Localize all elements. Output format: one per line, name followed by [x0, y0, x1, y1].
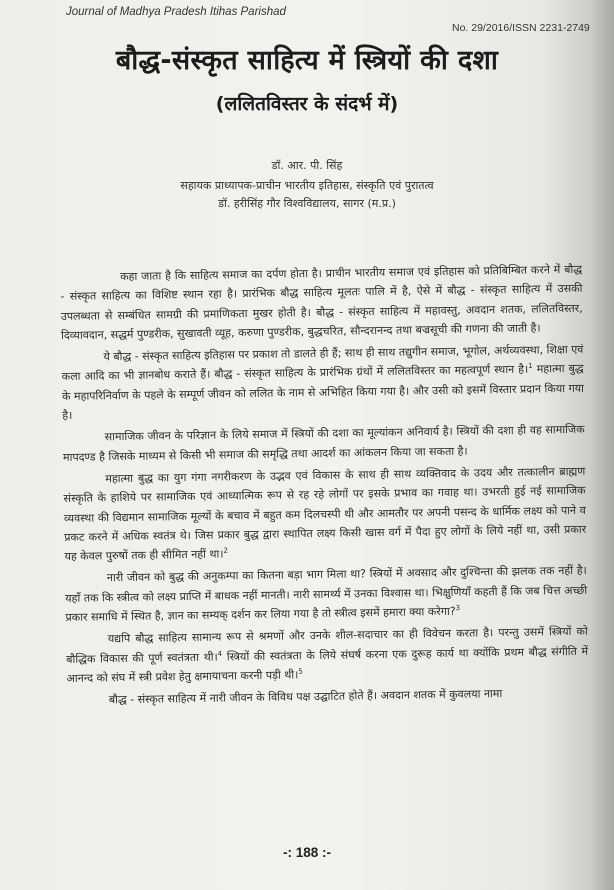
paragraph-6: यद्यपि बौद्ध साहित्य सामान्य रूप से श्रमणों और उनके शील-सदाचार का ही विवेचन करता है। परन्तु उसमें स्त्रियों को बौद्धिक विकास की पूर्ण स्वतंत्रता थी।$^4$ स्त्रियों की स्वतंत्रता के लिये संघर्ष करना एक दुरूह कार्य था क्योंकि प्रथम बौद्ध संगीति में आनन्द को संघ में स्त्री प्रवेश हेतु क्षमायाचना करनी पड़ी थी।$^5$	[66, 625, 589, 685]
article-title: बौद्ध-संस्कृत साहित्य में स्त्रियों की दशा	[115, 45, 499, 76]
page-number: -: 188 :-	[282, 845, 331, 860]
paragraph-4: महात्मा बुद्ध का युग गंगा नगरीकरण के उद्भव एवं विकास के साथ ही साथ व्यक्तिवाद के उदय और तत्कालीन ब्राह्मण संस्कृति के हाशिये पर सामाजिक एवं आध्यात्मिक रूप से रह रहे लोगों पर इसके प्रभाव का गवाह था। उभरती हुई नई सामाजिक व्यवस्था की विद्यमान सामाजिक मूल्यों के बचाव में बहुत कम दिलचस्पी थी और आमतौर पर अपनी पसन्द के धार्मिक लक्ष्य को पाने व प्रकट करने में अधिक स्वतंत्र थे। जिस प्रकार बुद्ध द्वारा स्थापित लक्ष्य किसी खास वर्ग में पैदा हुए लोगों के लिये नहीं था, उसी प्रकार यह केवल पुरुषों तक ही सीमित नहीं था।$^2$	[63, 464, 587, 564]
footnote-ref: 3	[455, 604, 461, 613]
footnote-ref: 5	[298, 667, 303, 676]
author-university: डॉ. हरीसिंह गौर विश्वविद्यालय, सागर (म.प्र.)	[218, 197, 396, 210]
footnote-ref: 1	[528, 362, 533, 371]
footnote-ref: 4	[217, 649, 223, 658]
paragraph-3: सामाजिक जीवन के परिज्ञान के लिये समाज में स्त्रियों की दशा का मूल्यांकन अनिवार्य है। स्त्रियों की दशा ही वह सामाजिक मापदण्ड है जिसके माध्यम से किसी भी समाज की समृद्धि तथा आदर्श का आंकलन किया जा सकता है।	[62, 423, 585, 464]
author-affiliation: सहायक प्राध्यापक-प्राचीन भारतीय इतिहास, संस्कृति एवं पुरातत्व	[180, 179, 434, 192]
journal-name: Journal of Madhya Pradesh Itihas Parishad	[66, 6, 286, 18]
article-subtitle: (ललितविस्तर के संदर्भ में)	[215, 93, 399, 115]
footnote-ref: 2	[223, 546, 228, 555]
paragraph-5: नारी जीवन को बुद्ध की अनुकम्पा का कितना बड़ा भाग मिला था? स्त्रियों में अवसाद और दुश्चिन्ता की झलक तक नहीं है। यहाँ तक कि स्त्रीत्व को लक्ष्य प्राप्ति में बाधक नहीं मानती। नारी सामर्थ्य में उनका विश्वास था। भिक्षुणियाँ कहती हैं कि जब चित्त अच्छी प्रकार समाधि में स्थित है, ज्ञान का सम्यक् दर्शन कर लिया गया है तो स्त्रीत्व इसमें हमारा क्या करेगा?$^3$	[65, 564, 588, 625]
paragraph-7: बौद्ध - संस्कृत साहित्य में नारी जीवन के विविध पक्ष उद्घाटित होते हैं। अवदान शतक में कुवलया नामा	[108, 687, 503, 707]
author-name: डॉ. आर. पी. सिंह	[271, 159, 343, 172]
issue-number: No. 29/2016/ISSN 2231-2749	[452, 22, 590, 34]
article-body	[60, 260, 589, 714]
paragraph-2: ये बौद्ध - संस्कृत साहित्य इतिहास पर प्रकाश तो डालते ही हैं; साथ ही साथ तद्युगीन समाज, भूगोल, अर्थव्यवस्था, शिक्षा एवं कला आदि का भी ज्ञानबोध कराते हैं। बौद्ध - संस्कृत साहित्य के प्रारंभिक ग्रंथों में ललितविस्तर का महत्वपूर्ण स्थान है।$^1$ महात्मा बुद्ध के महापरिनिर्वाण के पहले के सम्पूर्ण जीवन को ललित के नाम से अभिहित किया गया है। और उसी को इसमें विस्तार प्रदान किया गया है।	[61, 342, 585, 423]
paragraph-1: कहा जाता है कि साहित्य समाज का दर्पण होता है। प्राचीन भारतीय समाज एवं इतिहास को प्रतिबिम्बित करने में बौद्ध - संस्कृत साहित्य का विशिष्ट स्थान रहा है। प्रारंभिक बौद्ध साहित्य मूलतः पालि में है, ऐसे में बौद्ध - संस्कृत साहित्य में उसकी उपलब्धता से सम्बंधित सामग्री की प्रमाणिकता मुखर होती है। बौद्ध - संस्कृत साहित्य में महावस्तु, अवदान शतक, ललितविस्तर, दिव्यावदान, सद्धर्म पुण्डरीक, सुखावती व्यूह, करुणा पुण्डरीक, बुद्धचरित, सौन्दरानन्द तथा बज्रसूची की गणना की जाती है।	[60, 262, 583, 342]
